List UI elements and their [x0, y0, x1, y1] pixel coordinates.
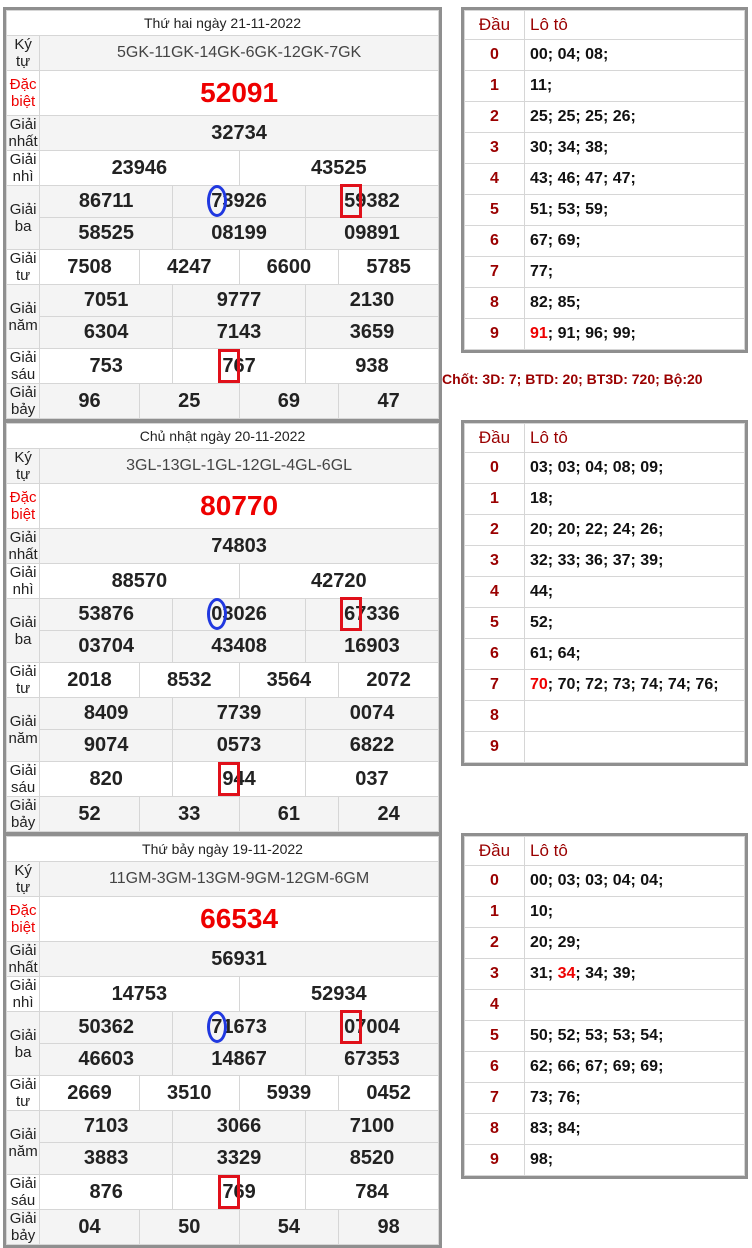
prize-3-num-marked: 71673 — [211, 1016, 267, 1039]
loto-values: 83; 84; — [525, 1114, 745, 1145]
loto-head-digit: 3 — [465, 959, 525, 990]
prize-7-num: 54 — [239, 1210, 339, 1245]
loto-values: 30; 34; 38; — [525, 133, 745, 164]
result-board-1 — [3, 7, 442, 422]
prize-5-num: 3659 — [305, 317, 438, 349]
loto-values: 03; 03; 04; 08; 09; — [525, 453, 745, 484]
prize-4-num: 2669 — [40, 1076, 140, 1111]
prize-7-num: 61 — [239, 797, 339, 832]
loto-values: 25; 25; 25; 26; — [525, 102, 745, 133]
prize-2-num: 43525 — [239, 151, 438, 186]
loto-head-digit: 6 — [465, 639, 525, 670]
label-prize-3: Giải ba — [7, 1012, 40, 1076]
prize-4-num: 4247 — [139, 250, 239, 285]
prize-6-num: 037 — [305, 762, 438, 797]
prize-5-num: 0573 — [173, 730, 306, 762]
prize-5-num: 7739 — [173, 698, 306, 730]
label-prize-6: Giải sáu — [7, 349, 40, 384]
loto-values: 61; 64; — [525, 639, 745, 670]
label-kytu: Ký tự — [7, 449, 40, 484]
loto-values — [525, 319, 745, 350]
prize-5-num: 8409 — [40, 698, 173, 730]
result-board-3 — [3, 833, 442, 1248]
loto-head-digit: 9 — [465, 732, 525, 763]
label-prize-2: Giải nhì — [7, 151, 40, 186]
loto-values: 62; 66; 67; 69; 69; — [525, 1052, 745, 1083]
prize-5-num: 2130 — [305, 285, 438, 317]
loto-values — [525, 990, 745, 1021]
loto-table-3 — [461, 833, 748, 1179]
label-prize-7: Giải bảy — [7, 1210, 40, 1245]
prize-3-num: 50362 — [40, 1012, 173, 1044]
prize-7-num: 69 — [239, 384, 339, 419]
prize-4-num: 2072 — [339, 663, 439, 698]
prize-7-num: 47 — [339, 384, 439, 419]
loto-head-digit: 7 — [465, 257, 525, 288]
loto-values — [525, 701, 745, 732]
loto-values: 67; 69; — [525, 226, 745, 257]
prize-5-num: 7103 — [40, 1111, 173, 1143]
highlight-circle — [207, 1011, 227, 1043]
loto-values: 77; — [525, 257, 745, 288]
prize-5-num: 9074 — [40, 730, 173, 762]
prize-3-num-marked: 59382 — [344, 190, 400, 213]
loto-values: 18; — [525, 484, 745, 515]
loto-values-rest: ; 34; 39; — [575, 965, 636, 982]
loto-values: 52; — [525, 608, 745, 639]
prize-4-num: 8532 — [139, 663, 239, 698]
loto-values: 20; 29; — [525, 928, 745, 959]
loto-values: 73; 76; — [525, 1083, 745, 1114]
prize-5-num: 6822 — [305, 730, 438, 762]
loto-head-digit: 8 — [465, 1114, 525, 1145]
prize-4-num: 5785 — [339, 250, 439, 285]
label-prize-4: Giải tư — [7, 1076, 40, 1111]
prize-3-num: 16903 — [305, 631, 438, 663]
board-date-title: Thứ hai ngày 21-11-2022 — [7, 11, 439, 36]
prize-7-num: 25 — [139, 384, 239, 419]
result-board-2 — [3, 420, 442, 835]
label-prize-3: Giải ba — [7, 186, 40, 250]
loto-values: 20; 20; 22; 24; 26; — [525, 515, 745, 546]
prize-3-num: 43408 — [173, 631, 306, 663]
loto-head-digit: 2 — [465, 102, 525, 133]
label-prize-2: Giải nhì — [7, 564, 40, 599]
loto-head-digit: 4 — [465, 990, 525, 1021]
prize-6-num-marked: 767 — [222, 355, 255, 378]
loto-values: 98; — [525, 1145, 745, 1176]
loto-special-tail: 34 — [557, 965, 576, 982]
label-special: Đặc biệt — [7, 71, 40, 116]
prize-5-num: 3066 — [173, 1111, 306, 1143]
loto-head-digit: 5 — [465, 608, 525, 639]
prize-4-num: 2018 — [40, 663, 140, 698]
prize-3-num: 09891 — [305, 218, 438, 250]
board-date-title: Thứ bảy ngày 19-11-2022 — [7, 837, 439, 862]
loto-values: 00; 03; 03; 04; 04; — [525, 866, 745, 897]
loto-head-digit: 8 — [465, 288, 525, 319]
prize-4-num: 6600 — [239, 250, 339, 285]
prize-7-num: 24 — [339, 797, 439, 832]
loto-head-digit: 6 — [465, 1052, 525, 1083]
loto-head-dau: Đầu — [465, 424, 525, 453]
loto-head-digit: 5 — [465, 1021, 525, 1052]
prize-5-num: 0074 — [305, 698, 438, 730]
loto-values: 50; 52; 53; 53; 54; — [525, 1021, 745, 1052]
label-prize-1: Giải nhất — [7, 529, 40, 564]
board-date-title: Chủ nhật ngày 20-11-2022 — [7, 424, 439, 449]
label-prize-5: Giải năm — [7, 698, 40, 762]
prize-4-num: 3564 — [239, 663, 339, 698]
loto-head-dau: Đầu — [465, 11, 525, 40]
highlight-square — [340, 597, 362, 631]
loto-values: 11; — [525, 71, 745, 102]
loto-values: 43; 46; 47; 47; — [525, 164, 745, 195]
prize-2-num: 42720 — [239, 564, 438, 599]
prize-3-num-marked: 07004 — [344, 1016, 400, 1039]
label-special: Đặc biệt — [7, 484, 40, 529]
label-prize-7: Giải bảy — [7, 797, 40, 832]
special-prize: 80770 — [40, 484, 439, 529]
loto-values — [525, 959, 745, 990]
loto-head-digit: 8 — [465, 701, 525, 732]
prize-6-num: 820 — [40, 762, 173, 797]
loto-values: 00; 04; 08; — [525, 40, 745, 71]
loto-values: 10; — [525, 897, 745, 928]
prize-2-num: 23946 — [40, 151, 239, 186]
prize-5-num: 9777 — [173, 285, 306, 317]
loto-special-tail: 70 — [530, 676, 548, 693]
prize-5-num: 3883 — [40, 1143, 173, 1175]
special-prize: 52091 — [40, 71, 439, 116]
label-special: Đặc biệt — [7, 897, 40, 942]
prize-1: 32734 — [40, 116, 439, 151]
loto-head-digit: 4 — [465, 164, 525, 195]
prediction-text: Chốt: 3D: 7; BTD: 20; BT3D: 720; Bộ:20 — [442, 371, 703, 387]
loto-values-rest: ; 70; 72; 73; 74; 74; 76; — [547, 676, 719, 693]
loto-head-digit: 0 — [465, 40, 525, 71]
prize-3-num-marked: 67336 — [344, 603, 400, 626]
prize-7-num: 98 — [339, 1210, 439, 1245]
highlight-square — [340, 1010, 362, 1044]
prize-5-num: 7143 — [173, 317, 306, 349]
prize-7-num: 52 — [40, 797, 140, 832]
label-prize-7: Giải bảy — [7, 384, 40, 419]
prize-3-num: 67353 — [305, 1044, 438, 1076]
loto-head-digit: 1 — [465, 71, 525, 102]
highlight-square — [218, 349, 240, 383]
loto-head-digit: 9 — [465, 1145, 525, 1176]
loto-head-digit: 0 — [465, 453, 525, 484]
prize-7-num: 50 — [139, 1210, 239, 1245]
loto-table-2 — [461, 420, 748, 766]
prize-3-num: 08199 — [173, 218, 306, 250]
prize-5-num: 6304 — [40, 317, 173, 349]
prize-3-num-marked: 03026 — [211, 603, 267, 626]
prize-4-num: 3510 — [139, 1076, 239, 1111]
prize-7-num: 33 — [139, 797, 239, 832]
prize-6-num: 753 — [40, 349, 173, 384]
label-prize-1: Giải nhất — [7, 116, 40, 151]
prize-2-num: 88570 — [40, 564, 239, 599]
prize-5-num: 3329 — [173, 1143, 306, 1175]
loto-head-digit: 1 — [465, 484, 525, 515]
prize-6-num-marked: 944 — [222, 768, 255, 791]
loto-head-dau: Đầu — [465, 837, 525, 866]
loto-values: 51; 53; 59; — [525, 195, 745, 226]
loto-head-loto: Lô tô — [525, 424, 745, 453]
prize-6-num: 784 — [305, 1175, 438, 1210]
prize-3-num: 53876 — [40, 599, 173, 631]
prize-4-num: 7508 — [40, 250, 140, 285]
highlight-circle — [207, 185, 227, 217]
label-prize-5: Giải năm — [7, 1111, 40, 1175]
prize-5-num: 7100 — [305, 1111, 438, 1143]
label-prize-1: Giải nhất — [7, 942, 40, 977]
loto-head-loto: Lô tô — [525, 11, 745, 40]
prize-3-num: 14867 — [173, 1044, 306, 1076]
label-prize-2: Giải nhì — [7, 977, 40, 1012]
label-prize-6: Giải sáu — [7, 1175, 40, 1210]
loto-values-rest: ; 91; 96; 99; — [547, 325, 636, 342]
loto-values: 44; — [525, 577, 745, 608]
loto-special-tail: 91 — [530, 325, 548, 342]
label-prize-4: Giải tư — [7, 663, 40, 698]
prize-7-num: 04 — [40, 1210, 140, 1245]
loto-values: 32; 33; 36; 37; 39; — [525, 546, 745, 577]
prize-4-num: 0452 — [339, 1076, 439, 1111]
label-kytu: Ký tự — [7, 36, 40, 71]
prize-7-num: 96 — [40, 384, 140, 419]
prize-1: 74803 — [40, 529, 439, 564]
special-prize: 66534 — [40, 897, 439, 942]
prize-3-num: 86711 — [40, 186, 173, 218]
loto-head-digit: 4 — [465, 577, 525, 608]
loto-table-1 — [461, 7, 748, 353]
loto-values — [525, 670, 745, 701]
label-prize-5: Giải năm — [7, 285, 40, 349]
loto-head-digit: 5 — [465, 195, 525, 226]
kytu-code: 11GM-3GM-13GM-9GM-12GM-6GM — [40, 862, 439, 897]
highlight-square — [218, 762, 240, 796]
prize-3-num: 46603 — [40, 1044, 173, 1076]
prize-3-num: 03704 — [40, 631, 173, 663]
loto-head-digit: 7 — [465, 1083, 525, 1114]
highlight-square — [340, 184, 362, 218]
label-prize-4: Giải tư — [7, 250, 40, 285]
kytu-code: 5GK-11GK-14GK-6GK-12GK-7GK — [40, 36, 439, 71]
loto-values: 82; 85; — [525, 288, 745, 319]
loto-values — [525, 732, 745, 763]
prize-4-num: 5939 — [239, 1076, 339, 1111]
label-kytu: Ký tự — [7, 862, 40, 897]
loto-head-digit: 2 — [465, 928, 525, 959]
prize-3-num-marked: 73926 — [211, 190, 267, 213]
loto-head-digit: 1 — [465, 897, 525, 928]
loto-head-loto: Lô tô — [525, 837, 745, 866]
prize-6-num: 938 — [305, 349, 438, 384]
loto-head-digit: 3 — [465, 546, 525, 577]
prize-5-num: 7051 — [40, 285, 173, 317]
prize-5-num: 8520 — [305, 1143, 438, 1175]
label-prize-3: Giải ba — [7, 599, 40, 663]
prize-1: 56931 — [40, 942, 439, 977]
kytu-code: 3GL-13GL-1GL-12GL-4GL-6GL — [40, 449, 439, 484]
highlight-square — [218, 1175, 240, 1209]
prize-6-num: 876 — [40, 1175, 173, 1210]
loto-head-digit: 9 — [465, 319, 525, 350]
loto-head-digit: 7 — [465, 670, 525, 701]
highlight-circle — [207, 598, 227, 630]
prize-2-num: 14753 — [40, 977, 239, 1012]
loto-head-digit: 3 — [465, 133, 525, 164]
loto-head-digit: 6 — [465, 226, 525, 257]
loto-values-pre: 31; — [530, 965, 558, 982]
prize-6-num-marked: 769 — [222, 1181, 255, 1204]
loto-head-digit: 2 — [465, 515, 525, 546]
prize-2-num: 52934 — [239, 977, 438, 1012]
loto-head-digit: 0 — [465, 866, 525, 897]
label-prize-6: Giải sáu — [7, 762, 40, 797]
prize-3-num: 58525 — [40, 218, 173, 250]
